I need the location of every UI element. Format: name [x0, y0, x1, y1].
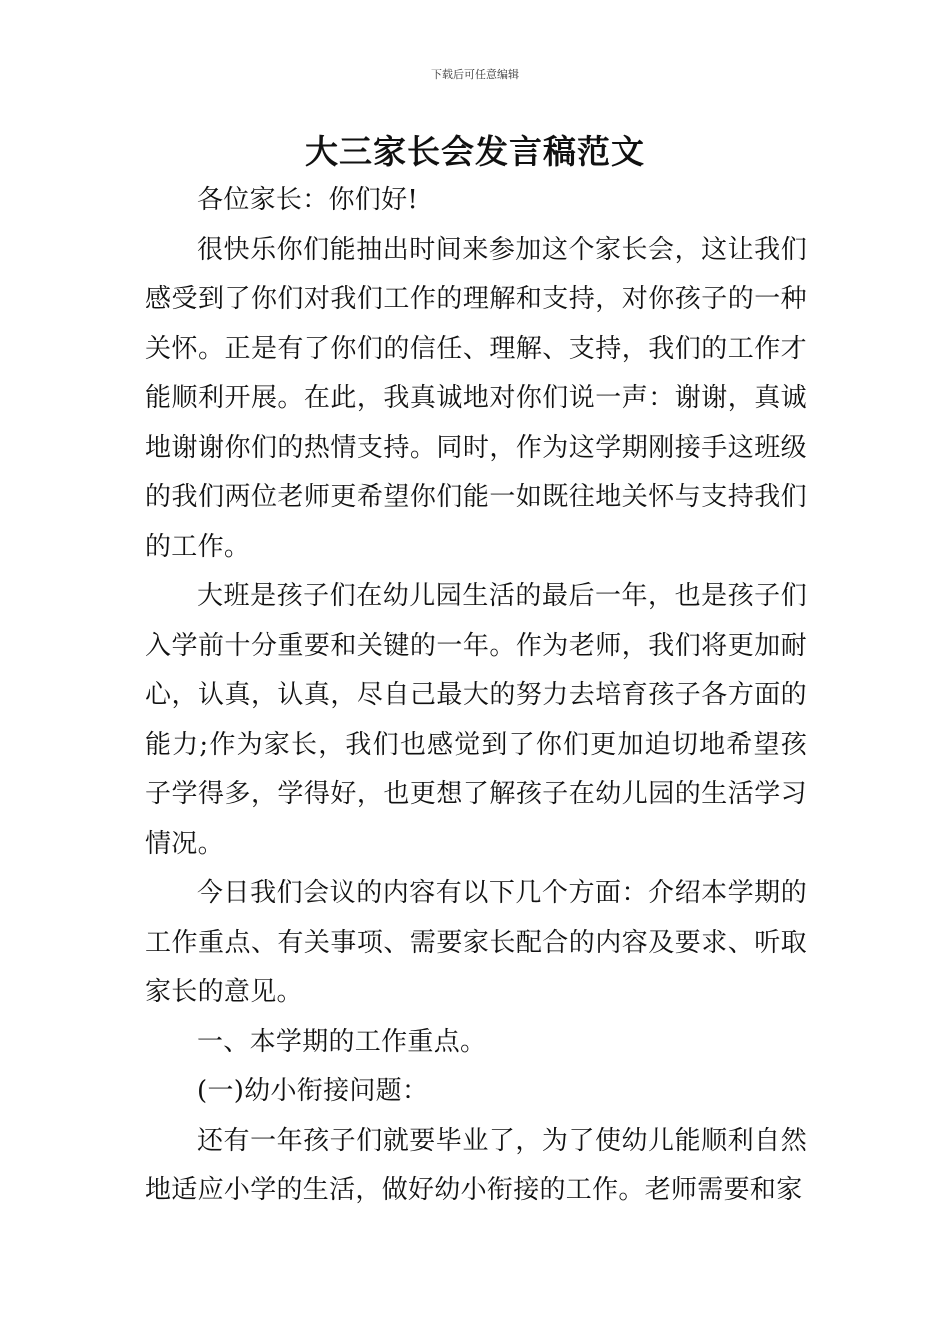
paragraph-agenda: 今日我们会议的内容有以下几个方面：介绍本学期的工作重点、有关事项、需要家长配合的内容及要求、听取家长的意见。 — [145, 878, 807, 1007]
section-heading-focus: 一、本学期的工作重点。 — [197, 1026, 487, 1057]
subsection-heading-transition: (一)幼小衔接问题： — [197, 1076, 429, 1106]
paragraph-thanks: 很快乐你们能抽出时间来参加这个家长会，这让我们感受到了你们对我们工作的理解和支持，对你孩子的一种关怀。正是有了你们的信任、理解、支持，我们的工作才能顺利开展。在此，我真诚地对你们说一声：谢谢，真诚地谢谢你们的热情支持。同时，作为这学期刚接手这班级的我们两位老师更希望你们能一如既往地关怀与支持我们的工作。 — [145, 234, 807, 562]
document-body — [145, 176, 807, 1216]
paragraph-transition: 还有一年孩子们就要毕业了，为了使幼儿能顺利自然地适应小学的生活，做好幼小衔接的工作。老师需要和家 — [145, 1125, 807, 1205]
header-note: 下载后可任意编辑 — [431, 68, 519, 81]
document-title: 大三家长会发言稿范文 — [305, 132, 645, 171]
paragraph-senior-class: 大班是孩子们在幼儿园生活的最后一年，也是孩子们入学前十分重要和关键的一年。作为老师，我们将更加耐心，认真，认真，尽自己最大的努力去培育孩子各方面的能力;作为家长，我们也感觉到了你们更加迫切地希望孩子学得多，学得好，也更想了解孩子在幼儿园的生活学习情况。 — [145, 581, 807, 859]
paragraph-greeting: 各位家长：你们好! — [197, 185, 419, 215]
